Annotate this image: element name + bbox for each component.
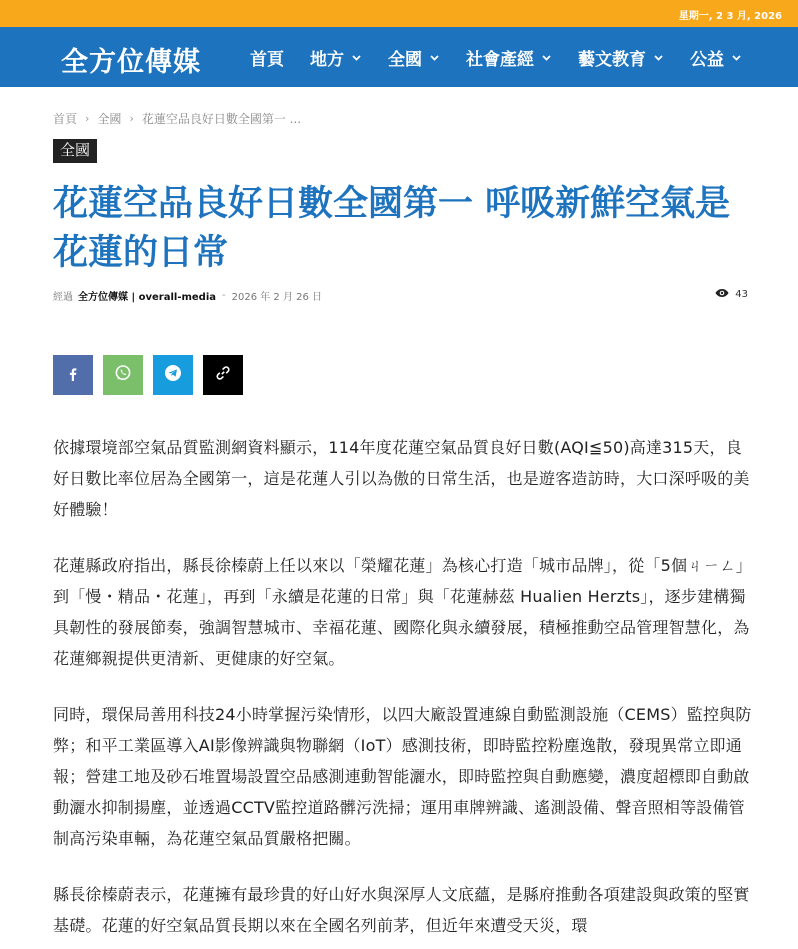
chevron-down-icon — [731, 52, 742, 63]
chevron-down-icon — [653, 52, 664, 63]
breadcrumb — [53, 110, 301, 127]
chevron-down-icon — [541, 52, 552, 63]
site-logo[interactable]: 全方位傳媒 — [61, 47, 201, 78]
menu-item-national[interactable] — [388, 45, 440, 70]
menu-item-home[interactable] — [250, 45, 284, 70]
article-meta — [53, 288, 322, 303]
publish-date: 2026 年 2 月 26 日 — [231, 292, 323, 303]
menu-item-label: 藝文教育 — [578, 49, 646, 70]
breadcrumb-home[interactable]: 首頁 — [53, 112, 78, 126]
main-menu — [250, 27, 768, 87]
menu-item-label: 公益 — [690, 49, 724, 70]
chevron-down-icon — [351, 52, 362, 63]
share-copy-link-button[interactable] — [203, 355, 243, 395]
article-paragraph: 依據環境部空氣品質監測網資料顯示，114年度花蓮空氣品質良好日數(AQI≦50)高達315天，良好日數比率位居為全國第一，這是花蓮人引以為傲的日常生活，也是遊客造訪時，大口深呼吸的美好體驗！ — [53, 438, 750, 519]
breadcrumb-category[interactable]: 全國 — [97, 112, 122, 126]
breadcrumb-separator-icon: › — [85, 112, 90, 125]
current-date: 星期一, 2 3 月, 2026 — [678, 11, 782, 22]
chevron-down-icon — [429, 52, 440, 63]
eye-icon — [715, 288, 735, 301]
menu-item-public-welfare[interactable] — [690, 45, 742, 70]
category-tag[interactable]: 全國 — [53, 139, 97, 163]
link-icon — [215, 365, 231, 385]
article-paragraph: 花蓮縣政府指出，縣長徐榛蔚上任以來以「榮耀花蓮」為核心打造「城市品牌」，從「5個ㄐㄧㄥ」到「慢・精品・花蓮」，再到「永續是花蓮的日常」與「花蓮赫茲 Hualien Herzts」，逐步建構獨具韌性的發展節奏，強調智慧城市、幸福花蓮、國際化與永續發展，積極推動空品管理智慧化，為花蓮鄉親提供更清新、更健康的好空氣。 — [53, 556, 752, 668]
breadcrumb-current: 花蓮空品良好日數全國第一 ... — [141, 112, 302, 126]
share-telegram-button[interactable] — [153, 355, 193, 395]
meta-separator: - — [222, 290, 226, 301]
menu-item-label: 全國 — [388, 49, 422, 70]
author-link[interactable]: 全方位傳媒 | overall-media — [78, 292, 217, 303]
article-paragraph: 縣長徐榛蔚表示，花蓮擁有最珍貴的好山好水與深厚人文底蘊，是縣府推動各項建設與政策的堅實基礎。花蓮的好空氣品質長期以來在全國名列前茅，但近年來遭受天災，環 — [53, 885, 750, 935]
view-count — [715, 288, 748, 301]
facebook-icon — [66, 366, 80, 385]
menu-item-label: 首頁 — [250, 49, 284, 70]
whatsapp-icon — [114, 364, 132, 386]
article-title: 花蓮空品良好日數全國第一 呼吸新鮮空氣是花蓮的日常 — [53, 184, 731, 273]
main-navigation — [0, 27, 798, 87]
share-facebook-button[interactable] — [53, 355, 93, 395]
menu-item-local[interactable] — [310, 45, 362, 70]
menu-item-society-economy[interactable] — [466, 45, 552, 70]
article-body — [53, 432, 753, 949]
menu-item-label: 社會產經 — [466, 49, 534, 70]
menu-item-arts-education[interactable] — [578, 45, 664, 70]
share-whatsapp-button[interactable] — [103, 355, 143, 395]
byline-label: 經過 — [53, 292, 73, 303]
view-count-value: 43 — [735, 289, 748, 300]
top-bar — [0, 0, 798, 27]
breadcrumb-separator-icon: › — [129, 112, 134, 125]
telegram-icon — [164, 364, 182, 386]
share-buttons — [53, 355, 253, 395]
menu-item-label: 地方 — [310, 49, 344, 70]
article-paragraph: 同時，環保局善用科技24小時掌握污染情形，以四大廠設置連線自動監測設施（CEMS）監控與防弊；和平工業區導入AI影像辨識與物聯網（IoT）感測技術，即時監控粉塵逸散，發現異常立即通報；營建工地及砂石堆置場設置空品感測連動智能灑水，即時監控與自動應變，濃度超標即自動啟動灑水抑制揚塵，並透過CCTV監控道路髒污洗掃；運用車牌辨識、遙測設備、聲音照相等設備管制高污染車輛，為花蓮空氣品質嚴格把關。 — [53, 705, 752, 848]
